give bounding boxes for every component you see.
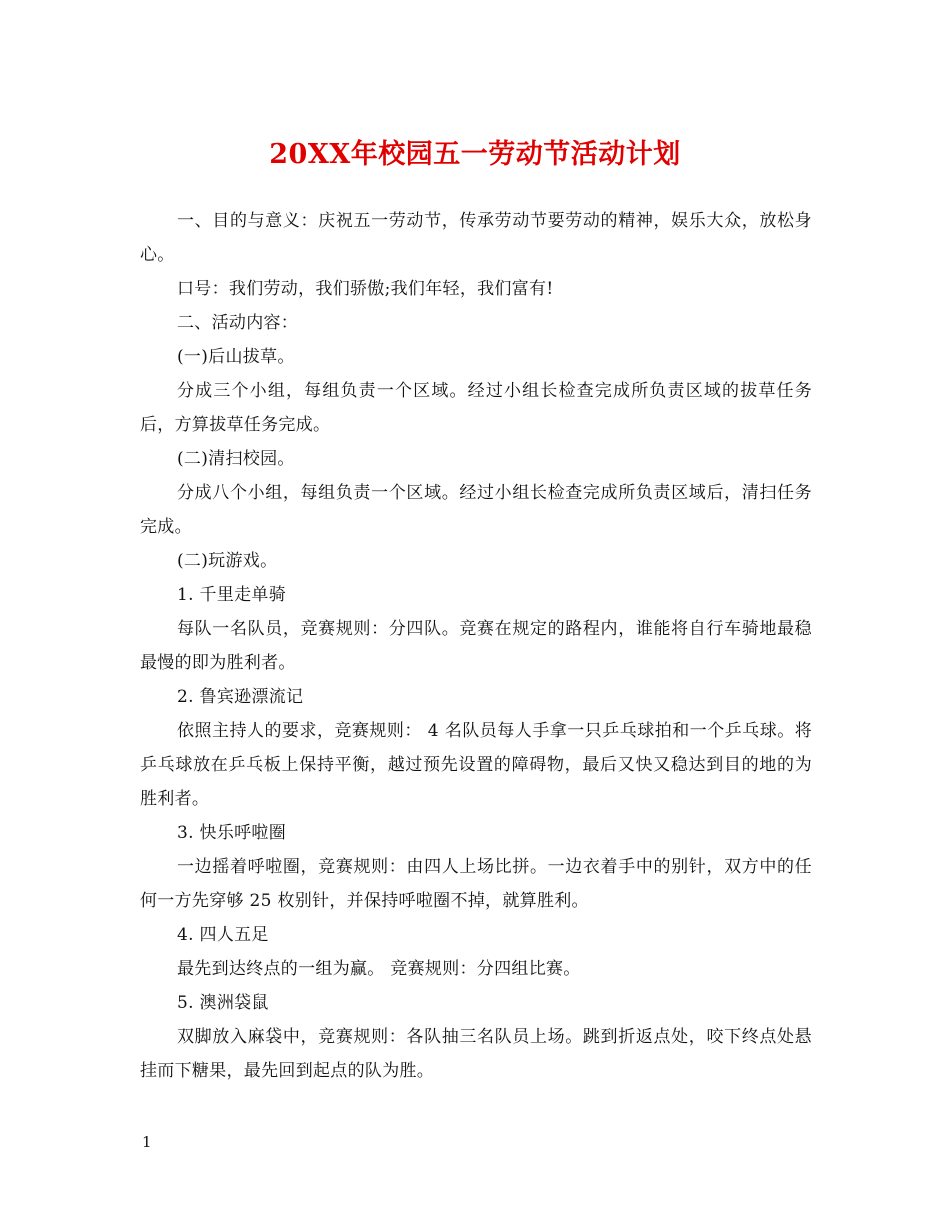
game-4-rules: 最先到达终点的一组为赢。 竞赛规则：分四组比赛。 <box>177 959 581 979</box>
page-number: 1 <box>142 1133 152 1151</box>
game-2-title: 2. 鲁宾逊漂流记 <box>177 687 304 707</box>
heading-activity-content: 二、活动内容： <box>177 313 299 333</box>
game-5-rules: 双脚放入麻袋中，竞赛规则：各队抽三名队员上场。跳到折返点处，咬下终点处悬挂而下糖果，最先回到起点的队为胜。 <box>140 1027 812 1081</box>
game-2-rules: 依照主持人的要求，竞赛规则： 4 名队员每人手拿一只乒乓球拍和一个乒乓球。将乒乓球放在乒乓板上保持平衡，越过预先设置的障碍物，最后又快又稳达到目的地的为胜利者。 <box>140 721 812 809</box>
paragraph-weeding: 分成三个小组，每组负责一个区域。经过小组长检查完成所负责区域的拔草任务后，方算拔草任务完成。 <box>140 381 812 435</box>
document-body <box>140 204 812 1088</box>
game-1-rules: 每队一名队员，竞赛规则：分四队。竞赛在规定的路程内，谁能将自行车骑地最稳最慢的即为胜利者。 <box>140 619 812 673</box>
game-1-title: 1. 千里走单骑 <box>177 585 287 605</box>
paragraph-slogan: 口号：我们劳动，我们骄傲;我们年轻，我们富有! <box>177 279 554 299</box>
game-5-title: 5. 澳洲袋鼠 <box>177 993 269 1013</box>
heading-cleaning: (二)清扫校园。 <box>177 449 295 469</box>
heading-weeding: (一)后山拔草。 <box>177 347 295 367</box>
game-4-title: 4. 四人五足 <box>177 925 269 945</box>
game-3-rules: 一边摇着呼啦圈，竞赛规则：由四人上场比拼。一边衣着手中的别针，双方中的任何一方先穿够 25 枚别针，并保持呼啦圈不掉，就算胜利。 <box>140 857 812 911</box>
paragraph-cleaning: 分成八个小组，每组负责一个区域。经过小组长检查完成所负责区域后，清扫任务完成。 <box>140 483 812 537</box>
game-3-title: 3. 快乐呼啦圈 <box>177 823 287 843</box>
heading-games: (二)玩游戏。 <box>177 551 278 571</box>
document-title: 20XX年校园五一劳动节活动计划 <box>269 139 681 170</box>
paragraph-purpose: 一、目的与意义：庆祝五一劳动节，传承劳动节要劳动的精神，娱乐大众，放松身心。 <box>140 211 812 265</box>
